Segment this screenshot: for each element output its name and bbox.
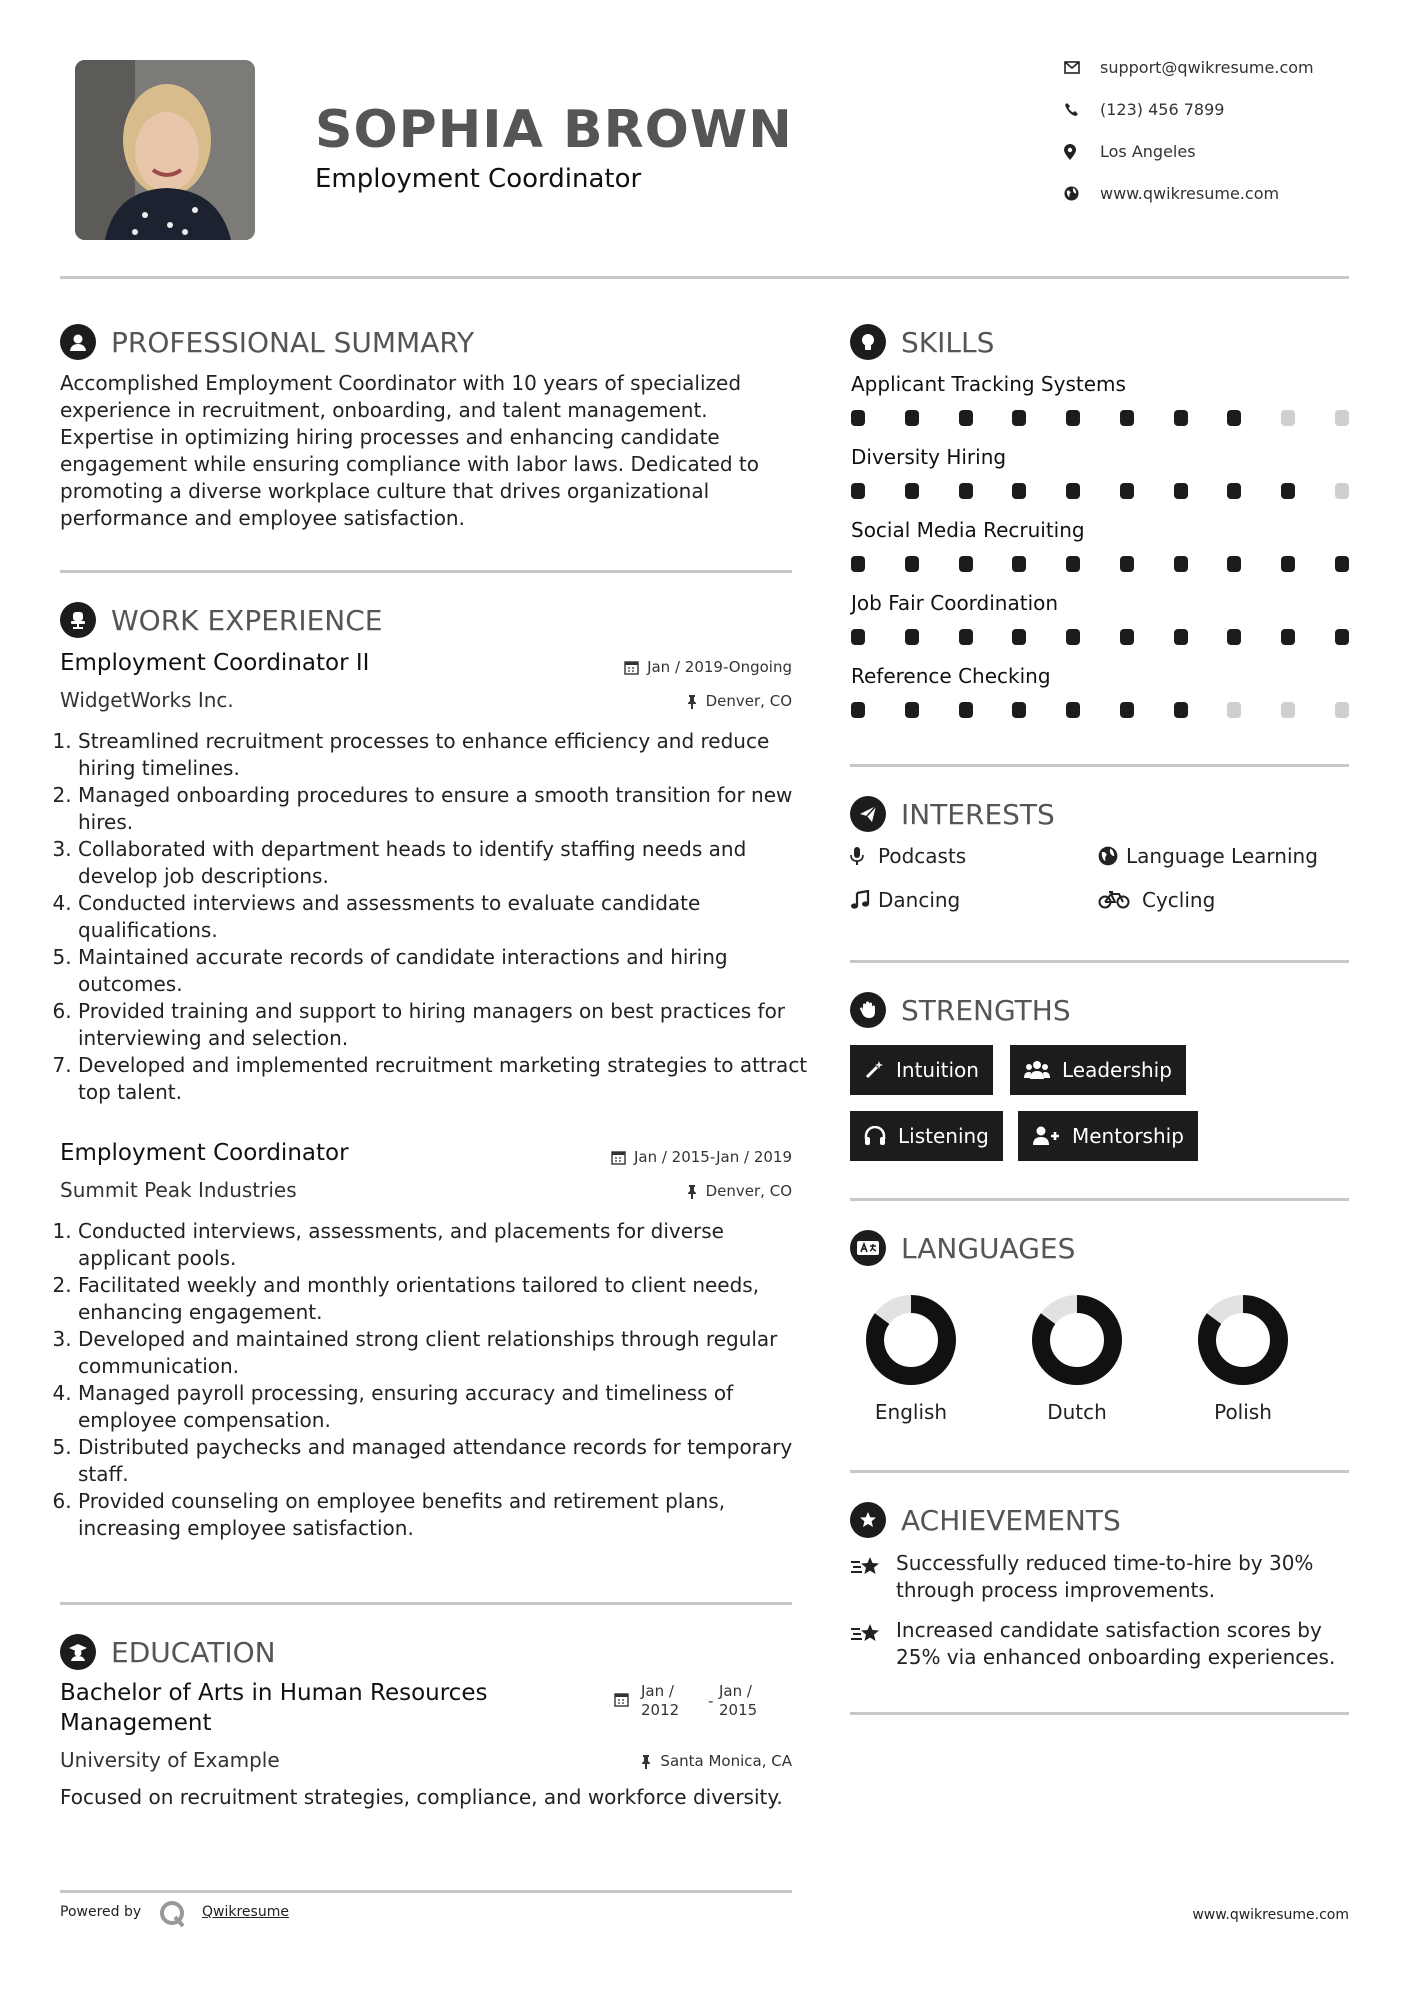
list-item: 6. Provided counseling on employee benefits and retirement plans, increasing employee satisfaction. xyxy=(78,1488,808,1542)
education-end-year: 2015 xyxy=(719,1701,758,1719)
job-1-date-text: Jan / 2019-Ongoing xyxy=(647,658,792,676)
strength-label: Listening xyxy=(898,1124,989,1148)
strength-listening xyxy=(850,1111,1003,1161)
skills-divider xyxy=(850,764,1349,767)
list-item: 3. Collaborated with department heads to identify staffing needs and develop job descriptions. xyxy=(78,836,808,890)
school-location-text: Santa Monica, CA xyxy=(660,1752,792,1770)
brand-link[interactable]: Qwikresume xyxy=(202,1904,289,1920)
skill-dot-filled xyxy=(1012,556,1026,572)
education-start-month: Jan / xyxy=(641,1682,674,1700)
achievements-divider xyxy=(850,1712,1349,1715)
skill-rating xyxy=(851,629,1349,645)
interest-label: Language Learning xyxy=(1126,844,1318,868)
skill-name: Job Fair Coordination xyxy=(851,591,1059,615)
skill-rating xyxy=(851,702,1349,718)
skill-dot-filled xyxy=(905,702,919,718)
degree-line-2: Management xyxy=(60,1710,212,1736)
skill-dot-filled xyxy=(1012,702,1026,718)
school-location xyxy=(540,1752,792,1770)
briefcase-chair-icon xyxy=(60,602,96,638)
language-polish xyxy=(1193,1290,1293,1394)
language-label: English xyxy=(874,1400,948,1424)
achievement-text: Increased candidate satisfaction scores by 25% via enhanced onboarding experiences. xyxy=(896,1618,1336,1669)
summary-heading-text: PROFESSIONAL SUMMARY xyxy=(111,325,475,359)
skill-dot-filled xyxy=(1120,410,1134,426)
skill-dot-filled xyxy=(1012,483,1026,499)
language-english-donut xyxy=(861,1290,961,1390)
list-item: 5. Distributed paychecks and managed attendance records for temporary staff. xyxy=(78,1434,808,1488)
job-1-location xyxy=(540,692,792,710)
skill-dot-filled xyxy=(851,556,865,572)
education-description: Focused on recruitment strategies, compliance, and workforce diversity. xyxy=(60,1785,783,1809)
portrait-image xyxy=(75,60,255,240)
strength-leadership xyxy=(1010,1045,1186,1095)
skill-dot-empty xyxy=(1335,483,1349,499)
skills-heading xyxy=(850,324,994,360)
shooting-star-icon xyxy=(850,1550,896,1604)
contact-location-text: Los Angeles xyxy=(1100,142,1196,161)
degree-line-1: Bachelor of Arts in Human Resources xyxy=(60,1680,488,1706)
interest-label: Dancing xyxy=(878,888,961,912)
language-dutch-donut xyxy=(1027,1290,1127,1390)
list-item: 4. Managed payroll processing, ensuring accuracy and timeliness of employee compensation. xyxy=(78,1380,808,1434)
languages-chart xyxy=(840,1290,1360,1430)
strength-label: Mentorship xyxy=(1072,1124,1184,1148)
skill-dot-filled xyxy=(851,702,865,718)
powered-by-label: Powered by xyxy=(60,1904,142,1920)
language-label: Dutch xyxy=(1047,1400,1107,1424)
skill-dot-filled xyxy=(1012,410,1026,426)
strength-label: Intuition xyxy=(896,1058,979,1082)
strength-mentorship xyxy=(1018,1111,1198,1161)
skill-dot-filled xyxy=(851,410,865,426)
skill-name: Reference Checking xyxy=(851,664,1051,688)
skill-dot-filled xyxy=(1281,629,1295,645)
skill-dot-filled xyxy=(905,629,919,645)
user-plus-icon xyxy=(1032,1126,1060,1146)
experience-divider xyxy=(60,1602,792,1605)
skill-dot-empty xyxy=(1335,702,1349,718)
pin-icon xyxy=(640,1754,652,1769)
skill-dot-empty xyxy=(1335,410,1349,426)
skills-heading-text: SKILLS xyxy=(901,325,995,359)
hand-icon xyxy=(850,992,886,1028)
list-item: 3. Developed and maintained strong client relationships through regular communication. xyxy=(78,1326,808,1380)
skill-dot-filled xyxy=(959,556,973,572)
interests-divider xyxy=(850,960,1349,963)
education-end-date xyxy=(719,1682,757,1720)
job-2-company: Summit Peak Industries xyxy=(60,1178,297,1202)
summary-heading xyxy=(60,324,474,360)
language-label: Polish xyxy=(1214,1400,1272,1424)
skill-dot-filled xyxy=(959,410,973,426)
lightbulb-icon xyxy=(850,324,886,360)
skill-dot-filled xyxy=(1227,556,1241,572)
list-item: 7. Developed and implemented recruitment marketing strategies to attract top talent. xyxy=(78,1052,808,1106)
languages-heading-text: LANGUAGES xyxy=(901,1231,1076,1265)
skill-dot-filled xyxy=(959,702,973,718)
skill-dot-filled xyxy=(1066,629,1080,645)
candidate-title: Employment Coordinator xyxy=(315,164,642,194)
skill-dot-filled xyxy=(1012,629,1026,645)
globe-icon xyxy=(1064,186,1100,201)
skill-dot-empty xyxy=(1281,702,1295,718)
education-heading-text: EDUCATION xyxy=(111,1635,276,1669)
contact-website-text: www.qwikresume.com xyxy=(1100,184,1280,203)
job-1-date xyxy=(540,658,792,676)
school-name: University of Example xyxy=(60,1748,280,1772)
skill-name: Diversity Hiring xyxy=(851,445,1007,469)
strengths-heading xyxy=(850,992,1071,1028)
skill-dot-empty xyxy=(1227,702,1241,718)
graduate-icon xyxy=(60,1634,96,1670)
pin-icon xyxy=(686,1184,698,1199)
education-date-dash: - xyxy=(708,1692,714,1710)
job-2-date-text: Jan / 2015-Jan / 2019 xyxy=(633,1148,792,1166)
skill-item xyxy=(851,518,1351,591)
skill-dot-filled xyxy=(1227,483,1241,499)
users-icon xyxy=(1024,1060,1050,1080)
candidate-name: SOPHIA BROWN xyxy=(315,100,793,160)
skill-dot-filled xyxy=(1120,702,1134,718)
skill-dot-filled xyxy=(1066,483,1080,499)
interests-heading-text: INTERESTS xyxy=(901,797,1055,831)
job-1-responsibilities xyxy=(60,728,808,1106)
header-divider xyxy=(60,276,1349,279)
skill-item xyxy=(851,445,1351,518)
skill-item xyxy=(851,372,1351,445)
envelope-icon xyxy=(1064,61,1100,74)
qwikresume-logo-icon xyxy=(158,1900,188,1932)
job-1-title: Employment Coordinator II xyxy=(60,650,370,676)
skill-dot-filled xyxy=(1227,629,1241,645)
skill-dot-filled xyxy=(1120,629,1134,645)
contact-location xyxy=(1064,142,1354,161)
skill-item xyxy=(851,664,1351,737)
music-note-icon xyxy=(850,890,878,910)
job-1-location-text: Denver, CO xyxy=(705,692,792,710)
skill-dot-filled xyxy=(1335,629,1349,645)
skill-dot-filled xyxy=(959,483,973,499)
award-icon xyxy=(850,1502,886,1538)
skill-dot-filled xyxy=(905,556,919,572)
phone-icon xyxy=(1064,102,1100,117)
list-item: 1. Conducted interviews, assessments, and placements for diverse applicant pools. xyxy=(78,1218,808,1272)
achievements-heading-text: ACHIEVEMENTS xyxy=(901,1503,1121,1537)
job-2-title: Employment Coordinator xyxy=(60,1140,349,1166)
magic-wand-icon xyxy=(864,1060,884,1080)
languages-heading xyxy=(850,1230,1075,1266)
skill-dot-filled xyxy=(1227,410,1241,426)
languages-divider xyxy=(850,1470,1349,1473)
pin-icon xyxy=(686,694,698,709)
shooting-star-icon xyxy=(850,1617,896,1671)
language-polish-donut xyxy=(1193,1290,1293,1390)
achievement-item xyxy=(850,1550,1350,1604)
list-item: 2. Facilitated weekly and monthly orientations tailored to client needs, enhancing engagement. xyxy=(78,1272,808,1326)
list-item: 1. Streamlined recruitment processes to enhance efficiency and reduce hiring timelines. xyxy=(78,728,808,782)
paper-plane-icon xyxy=(850,796,886,832)
strengths-heading-text: STRENGTHS xyxy=(901,993,1071,1027)
skill-dot-filled xyxy=(1281,483,1295,499)
achievement-item xyxy=(850,1617,1350,1671)
job-2-date xyxy=(500,1148,792,1166)
interest-label: Cycling xyxy=(1142,888,1216,912)
contact-phone-text: (123) 456 7899 xyxy=(1100,100,1225,119)
map-marker-icon xyxy=(1064,144,1100,160)
skill-dot-filled xyxy=(851,629,865,645)
profile-photo xyxy=(75,60,255,240)
list-item: 4. Conducted interviews and assessments to evaluate candidate qualifications. xyxy=(78,890,808,944)
education-heading xyxy=(60,1634,276,1670)
skill-rating xyxy=(851,483,1349,499)
footer-url-link[interactable]: www.qwikresume.com xyxy=(1192,1907,1349,1923)
language-icon xyxy=(850,1230,886,1266)
skill-dot-filled xyxy=(959,629,973,645)
skill-dot-filled xyxy=(1120,556,1134,572)
experience-heading-text: WORK EXPERIENCE xyxy=(111,603,383,637)
skill-dot-filled xyxy=(1174,483,1188,499)
list-item: 6. Provided training and support to hiring managers on best practices for interviewing and selection. xyxy=(78,998,808,1052)
skill-dot-filled xyxy=(1281,556,1295,572)
skill-name: Social Media Recruiting xyxy=(851,518,1085,542)
interest-cycling xyxy=(1098,888,1215,912)
language-dutch xyxy=(1027,1290,1127,1394)
user-icon xyxy=(60,324,96,360)
summary-divider xyxy=(60,570,792,573)
skill-rating xyxy=(851,556,1349,572)
interest-label: Podcasts xyxy=(878,844,967,868)
globe-icon xyxy=(1098,846,1126,866)
skill-dot-filled xyxy=(851,483,865,499)
footer-divider xyxy=(60,1890,792,1893)
skill-dot-filled xyxy=(1066,702,1080,718)
skill-dot-filled xyxy=(1335,556,1349,572)
language-english xyxy=(861,1290,961,1394)
skill-dot-empty xyxy=(1281,410,1295,426)
experience-heading xyxy=(60,602,382,638)
achievement-text: Successfully reduced time-to-hire by 30% through process improvements. xyxy=(896,1551,1314,1602)
skill-dot-filled xyxy=(1120,483,1134,499)
calendar-icon xyxy=(614,1692,629,1711)
headphones-icon xyxy=(864,1126,886,1146)
skill-dot-filled xyxy=(1174,702,1188,718)
contact-email[interactable] xyxy=(1064,58,1354,77)
skill-name: Applicant Tracking Systems xyxy=(851,372,1126,396)
skill-dot-filled xyxy=(1066,410,1080,426)
list-item: 5. Maintained accurate records of candidate interactions and hiring outcomes. xyxy=(78,944,808,998)
skill-dot-filled xyxy=(1174,410,1188,426)
interest-dancing xyxy=(850,888,960,912)
interest-podcasts xyxy=(850,844,966,868)
skills-list xyxy=(851,372,1351,737)
job-2-location-text: Denver, CO xyxy=(705,1182,792,1200)
skill-item xyxy=(851,591,1351,664)
education-start-year: 2012 xyxy=(641,1701,680,1719)
contact-phone[interactable] xyxy=(1064,100,1354,119)
strengths-divider xyxy=(850,1198,1349,1201)
skill-dot-filled xyxy=(1174,629,1188,645)
bicycle-icon xyxy=(1098,891,1142,909)
skill-rating xyxy=(851,410,1349,426)
interest-language-learning xyxy=(1098,844,1318,868)
list-item: 2. Managed onboarding procedures to ensure a smooth transition for new hires. xyxy=(78,782,808,836)
education-end-month: Jan / xyxy=(719,1682,752,1700)
calendar-icon xyxy=(624,660,639,675)
interests-heading xyxy=(850,796,1055,832)
job-2-location xyxy=(540,1182,792,1200)
skill-dot-filled xyxy=(1066,556,1080,572)
skill-dot-filled xyxy=(1174,556,1188,572)
education-start-date xyxy=(641,1682,679,1720)
contact-website[interactable] xyxy=(1064,184,1354,203)
contact-email-text: support@qwikresume.com xyxy=(1100,58,1314,77)
summary-text: Accomplished Employment Coordinator with 10 years of specialized experience in recruitment, onboarding, and talent management. Expertise in optimizing hiring processes and enhancing candidate engagement while ensuring compliance with labor laws. Dedicated to promoting a diverse workplace culture that drives organizational performance and employee satisfaction. xyxy=(60,371,760,530)
skill-dot-filled xyxy=(905,410,919,426)
strength-intuition xyxy=(850,1045,993,1095)
microphone-icon xyxy=(850,846,878,866)
skill-dot-filled xyxy=(905,483,919,499)
achievements-heading xyxy=(850,1502,1121,1538)
job-1-company: WidgetWorks Inc. xyxy=(60,688,234,712)
calendar-icon xyxy=(611,1150,626,1165)
strength-label: Leadership xyxy=(1062,1058,1172,1082)
job-2-responsibilities xyxy=(60,1218,808,1542)
